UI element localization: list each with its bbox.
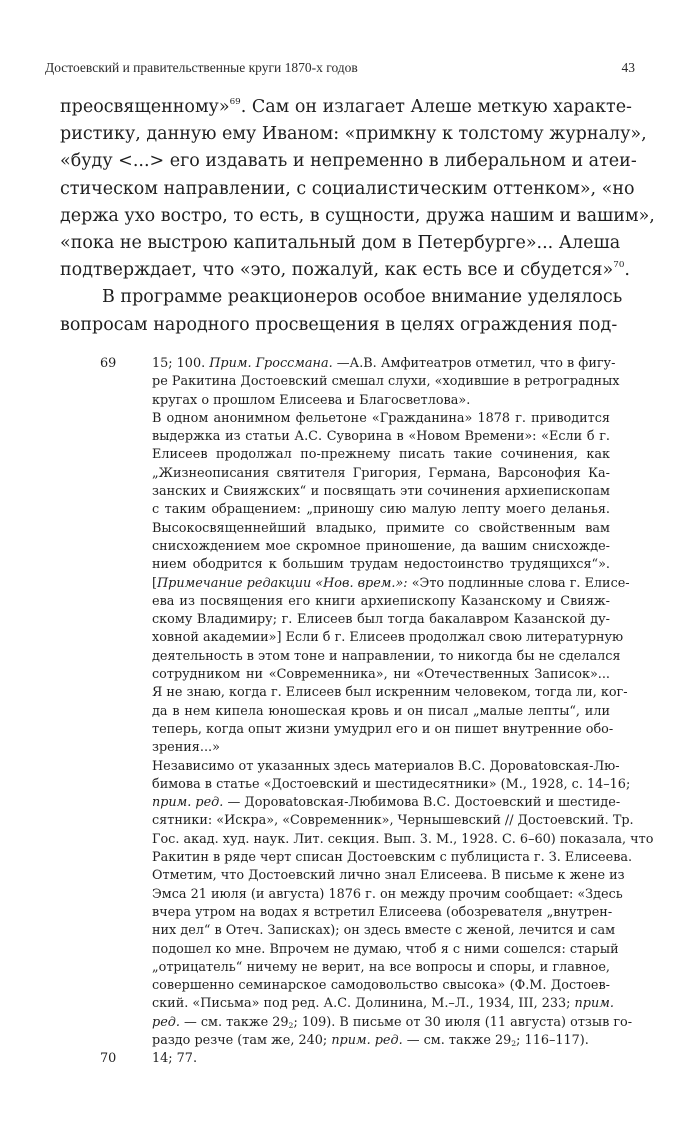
text-fragment: бимова в статье «Достоевский и шестидесятники» (М., 1928, с. 14–16; <box>152 776 631 792</box>
footnote-ref[interactable]: 70 <box>613 260 625 271</box>
text-fragment: Гос. акад. худ. наук. Лит. секция. Вып. 3. М., 1928. С. 6–60) показала, что <box>152 831 654 847</box>
text-line <box>60 94 632 121</box>
footnote-line <box>152 904 613 922</box>
footnote-line <box>152 520 610 538</box>
text-fragment: ский. «Письма» под ред. А.С. Долинина, М.–Л., 1934, III, 233; <box>152 996 575 1012</box>
footnote-line <box>152 867 625 885</box>
text-fragment: ева из посвящения его книги архиепископу Казанскому и Свияж- <box>152 593 610 609</box>
footnote-line <box>152 538 610 556</box>
italic-text: Прим. Гроссмана. <box>209 356 333 371</box>
footnote-number: 69 <box>100 356 117 371</box>
footnote-69 <box>100 355 654 1050</box>
text-fragment: ховной академии»] Если б г. Елисеев продолжал свою литературную <box>152 630 624 646</box>
text-fragment: В программе реакционеров особое внимание уделялось <box>102 287 623 308</box>
text-line <box>60 121 647 148</box>
footnote-line <box>152 483 610 501</box>
text-fragment: вопросам народного просвещения в целях ограждения под- <box>60 314 618 335</box>
footnote-line <box>152 1014 633 1032</box>
subscript: 2 <box>511 1038 517 1048</box>
subscript: 2 <box>288 1020 294 1030</box>
footnote-line <box>152 428 610 446</box>
page-number: 43 <box>621 60 635 75</box>
text-fragment: кругах о прошлом Елисеева и Благосветлова». <box>152 392 471 408</box>
text-fragment: подошел ко мне. Впрочем не думаю, чтоб я с ними сошелся: старый <box>152 941 619 957</box>
text-fragment: выдержка из статьи А.С. Суворина в «Новом Времени»: «Если б г. <box>152 429 610 445</box>
text-line <box>60 312 620 339</box>
text-fragment: них дел“ в Отеч. Записках); он здесь вместе с женой, лечится и сам <box>152 923 616 939</box>
footnote-line <box>152 831 654 849</box>
footnote-line <box>152 446 610 464</box>
text-fragment: преосвященному» <box>60 97 230 117</box>
footnote-number: 70 <box>100 1051 117 1067</box>
text-fragment: 14; 77. <box>152 1051 198 1067</box>
text-fragment: «пока не выстрою капитальный дом в Петербурге»... Алеша <box>60 232 621 253</box>
text-fragment: Я не знаю, когда г. Елисеев был искренним человеком, тогда ли, ког- <box>152 685 628 701</box>
text-fragment: вчера утром на водах я встретил Елисеева (обозревателя „внутрен- <box>152 904 613 920</box>
text-fragment: занских и Свияжских“ и посвящать эти сочинения архиепископам <box>152 484 610 500</box>
text-fragment: Ракитин в ряде черт списан Достоевским с публициста г. З. Елисеева. <box>152 850 633 866</box>
footnote-line <box>152 373 620 391</box>
footnote-line <box>152 886 623 904</box>
text-fragment: нием ободрится к большим трудам недостоинство трудящихся“». <box>152 557 610 573</box>
footnote-line <box>152 629 624 647</box>
text-fragment: «Это подлинные слова г. Елисе- <box>407 575 630 591</box>
footnote-line <box>152 721 614 739</box>
italic-text: Примечание редакции «Нов. врем.»: <box>157 575 408 591</box>
footnote-line <box>152 556 610 574</box>
footnote-line <box>152 959 610 977</box>
text-fragment: сятники: «Искра», «Современник», Чернышевский // Достоевский. Тр. <box>152 813 634 829</box>
footnote-line <box>152 849 633 867</box>
footnote-line <box>152 410 610 428</box>
text-fragment: совершенно семинарское самодовольство свысока» (Ф.М. Достоев- <box>152 978 610 994</box>
footnote-line <box>152 593 610 611</box>
text-fragment: —А.В. Амфитеатров отметил, что в фигу- <box>332 356 616 371</box>
text-fragment: «буду <...> его издавать и непременно в либеральном и атеи- <box>60 151 637 172</box>
text-fragment: зрения...» <box>152 740 220 756</box>
running-header <box>45 60 635 80</box>
text-fragment: . <box>624 260 630 281</box>
footnote-line <box>152 465 610 483</box>
footnote-line <box>152 1032 610 1050</box>
text-line <box>60 148 637 175</box>
footnote-line <box>152 648 621 666</box>
footnote-line <box>152 977 610 995</box>
text-fragment: Отметим, что Достоевский лично знал Елисеева. В письме к жене из <box>152 868 625 884</box>
text-fragment: ристику, данную ему Иваном: «примкну к толстому журналу», <box>60 124 647 145</box>
footnote-line <box>152 684 628 702</box>
text-line <box>60 203 655 230</box>
text-fragment: стическом направлении, с социалистическим оттенком», «но <box>60 178 635 199</box>
footnote-line <box>152 739 610 757</box>
footnote-line <box>152 922 616 940</box>
text-fragment: 15; 100. <box>152 356 210 371</box>
footnotes <box>100 355 654 1069</box>
footnote-line <box>152 776 631 794</box>
text-fragment: „Жизнеописания святителя Григория, Германа, Варсонофия Ка- <box>152 465 610 481</box>
text-fragment: ; 116–117). <box>516 1032 589 1048</box>
italic-text: прим. <box>574 996 614 1012</box>
text-fragment: снисхождением мое скромное приношение, да вашим снисхожде- <box>152 538 610 554</box>
italic-text: ред. <box>152 1014 180 1030</box>
text-fragment: ре Ракитина Достоевский смешал слухи, «ходившие в ретроградных <box>152 374 620 390</box>
running-title: Достоевский и правительственные круги 1870-х годов <box>45 60 358 75</box>
text-fragment: — Доровatовская-Любимова В.С. Достоевский и шестиде- <box>223 795 621 811</box>
footnote-line <box>152 758 620 776</box>
footnote-line <box>152 794 621 812</box>
footnote-line <box>152 666 610 684</box>
text-fragment: В одном анонимном фельетоне «Гражданина» 1878 г. приводится <box>152 410 610 426</box>
text-line <box>60 230 620 257</box>
text-fragment: Елисеев продолжал по-прежнему писать такие сочинения, как <box>152 447 610 463</box>
footnote-line <box>152 1050 610 1068</box>
text-line <box>60 284 623 311</box>
footnote-line <box>152 575 630 593</box>
footnote-line <box>152 501 610 519</box>
footnote-line <box>152 392 610 410</box>
text-fragment: ; 109). В письме от 30 июля (11 августа) отзыв го- <box>293 1014 633 1030</box>
text-fragment: Независимо от указанных здесь материалов В.С. Доровatовская-Лю- <box>152 758 620 774</box>
text-fragment: [ <box>152 575 157 591</box>
text-line <box>60 176 635 203</box>
footnote-ref[interactable]: 69 <box>229 97 241 108</box>
footnote-line <box>152 703 610 721</box>
text-fragment: . Сам он излагает Алеше меткую характе- <box>240 97 632 117</box>
italic-text: прим. ред. <box>152 795 224 811</box>
text-fragment: „отрицатель“ ничему не верит, на все вопросы и споры, и главное, <box>152 959 610 975</box>
text-fragment: — см. также 29 <box>402 1032 512 1048</box>
footnote-70 <box>100 1050 610 1068</box>
footnote-line <box>152 812 634 830</box>
text-fragment: с таким обращением: „приношу сию малую лепту моего деланья. <box>152 502 610 518</box>
text-fragment: подтверждает, что «это, пожалуй, как есть все и сбудется» <box>60 260 614 281</box>
text-fragment: Высокосвященнейший владыко, примите со свойственным вам <box>152 520 610 536</box>
footnote-line <box>152 995 614 1013</box>
text-fragment: — см. также 29 <box>179 1014 289 1030</box>
footnote-line <box>152 941 619 959</box>
italic-text: прим. ред. <box>331 1032 403 1048</box>
footnote-line <box>152 611 610 629</box>
text-fragment: теперь, когда опыт жизни умудрил его и он пишет внутренние обо- <box>152 721 614 737</box>
text-line <box>60 257 630 284</box>
text-fragment: Эмса 21 июля (и августа) 1876 г. он между прочим сообщает: «Здесь <box>152 886 623 902</box>
main-text <box>60 94 655 339</box>
text-fragment: раздо резче (там же, 240; <box>152 1032 332 1048</box>
text-fragment: деятельность в этом тоне и направлении, то никогда бы не сделался <box>152 648 621 664</box>
text-fragment: держа ухо востро, то есть, в сущности, дружа нашим и вашим», <box>60 205 655 226</box>
text-fragment: скому Владимиру; г. Елисеев был тогда бакалавром Казанской ду- <box>152 612 610 628</box>
text-fragment: да в нем кипела юношеская кровь и он писал „малые лепты“, или <box>152 703 610 719</box>
footnote-line <box>152 355 616 373</box>
text-fragment: сотрудником ни «Современника», ни «Отечественных Записок»... <box>152 667 610 683</box>
